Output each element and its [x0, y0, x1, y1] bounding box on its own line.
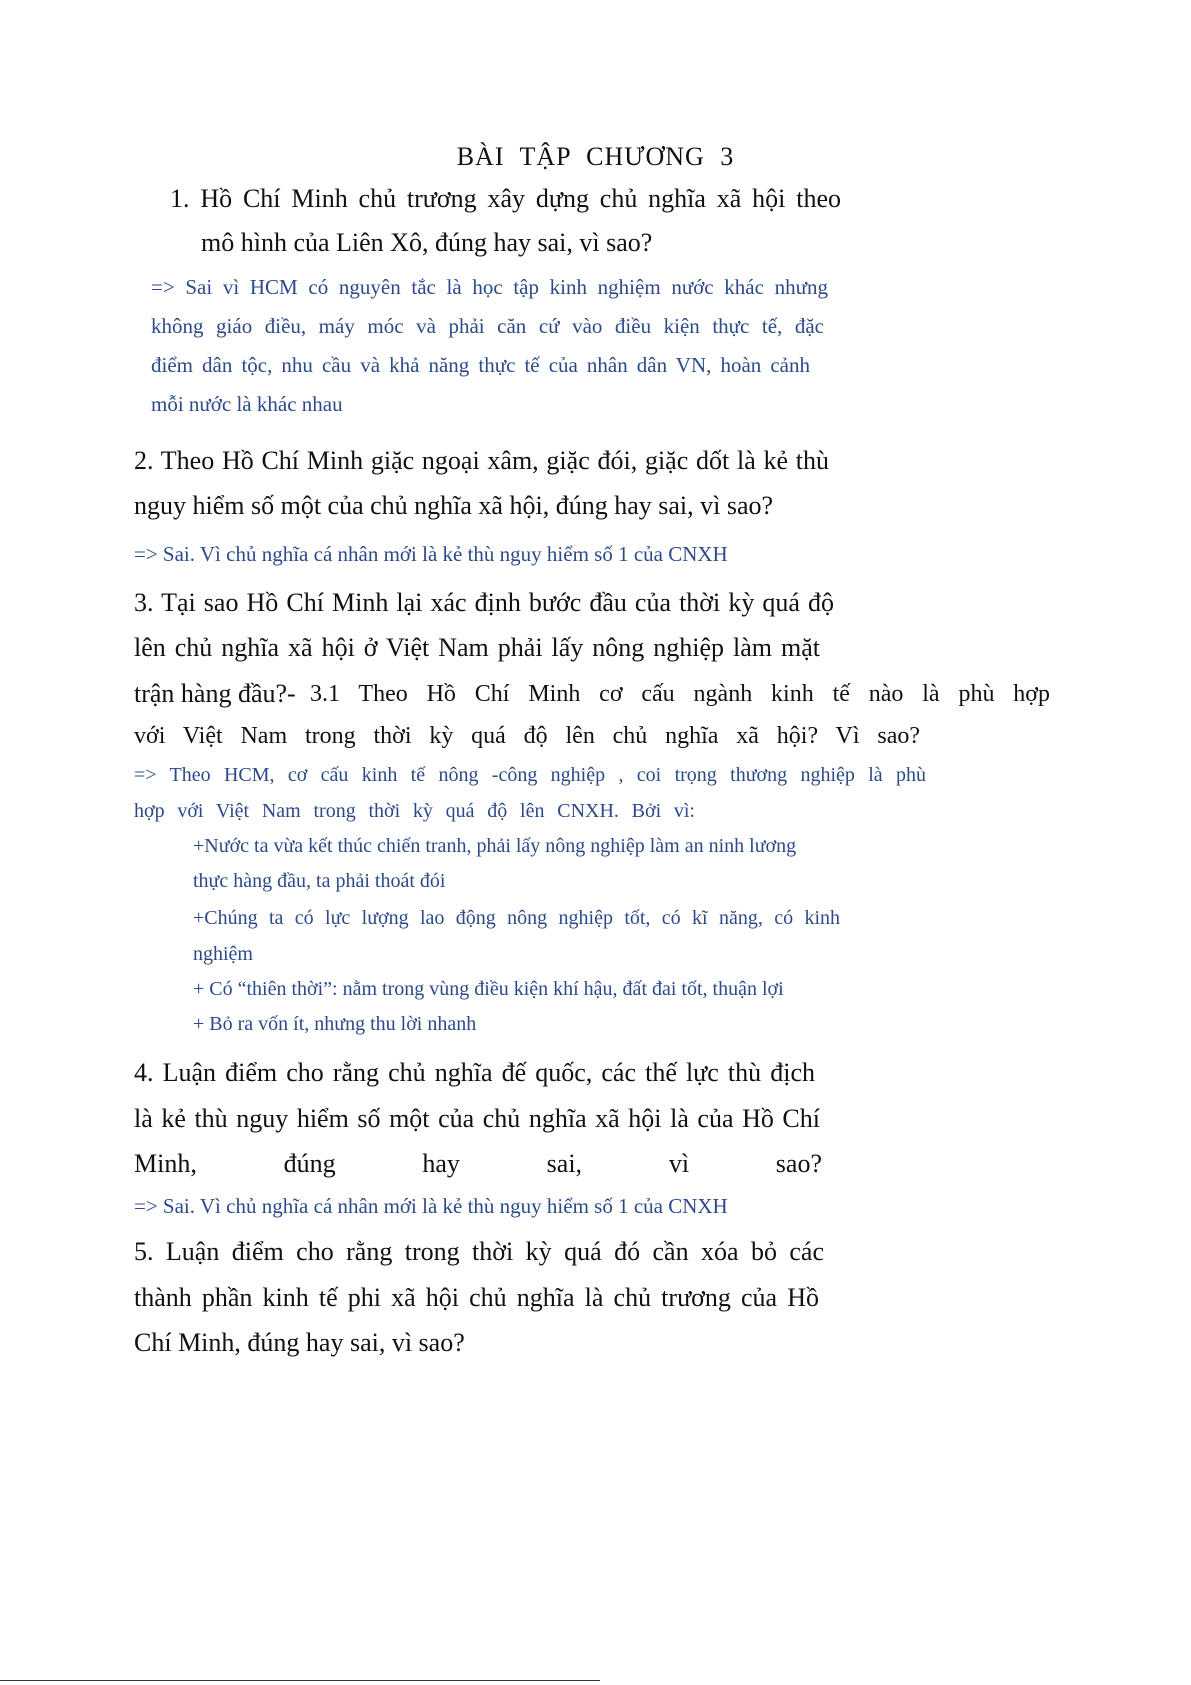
- answer-3-bullet-1-line-2: thực hàng đầu, ta phải thoát đói: [193, 870, 446, 892]
- question-1-line-1: 1. Hồ Chí Minh chủ trương xây dựng chủ nghĩa xã hội theo: [170, 184, 841, 213]
- footer-divider: [0, 1680, 600, 1681]
- answer-1-line-1: => Sai vì HCM có nguyên tắc là học tập kinh nghiệm nước khác nhưng: [151, 275, 828, 299]
- question-3-line-3a: trận hàng đầu?-: [134, 679, 296, 708]
- answer-2: => Sai. Vì chủ nghĩa cá nhân mới là kẻ thù nguy hiểm số 1 của CNXH: [134, 542, 728, 566]
- question-1-line-2: mô hình của Liên Xô, đúng hay sai, vì sao?: [201, 228, 653, 257]
- question-3-1-line-1: 3.1 Theo Hồ Chí Minh cơ cấu ngành kinh tế nào là phù hợp: [310, 681, 1050, 707]
- answer-1-line-2: không giáo điều, máy móc và phải căn cứ vào điều kiện thực tế, đặc: [151, 314, 824, 338]
- question-3-1-line-2: với Việt Nam trong thời kỳ quá độ lên chủ nghĩa xã hội? Vì sao?: [134, 723, 920, 749]
- answer-3-bullet-4: + Bỏ ra vốn ít, nhưng thu lời nhanh: [193, 1013, 477, 1035]
- page-title: BÀI TẬP CHƯƠNG 3: [456, 142, 735, 171]
- answer-1-line-3: điểm dân tộc, nhu cầu và khả năng thực tế của nhân dân VN, hoàn cảnh: [151, 353, 810, 377]
- answer-3-line-2: hợp với Việt Nam trong thời kỳ quá độ lên CNXH. Bởi vì:: [134, 800, 695, 822]
- question-3-line-2: lên chủ nghĩa xã hội ở Việt Nam phải lấy nông nghiệp làm mặt: [134, 633, 820, 662]
- answer-3-bullet-1-line-1: +Nước ta vừa kết thúc chiến tranh, phải lấy nông nghiệp làm an ninh lương: [193, 835, 797, 857]
- question-3-line-1: 3. Tại sao Hồ Chí Minh lại xác định bước đầu của thời kỳ quá độ: [134, 588, 834, 617]
- question-5-line-3: Chí Minh, đúng hay sai, vì sao?: [134, 1328, 465, 1357]
- question-4-line-2: là kẻ thù nguy hiểm số một của chủ nghĩa xã hội là của Hồ Chí: [134, 1104, 820, 1133]
- answer-3-bullet-2-line-2: nghiệm: [193, 943, 253, 965]
- question-4-line-1: 4. Luận điểm cho rằng chủ nghĩa đế quốc, các thế lực thù địch: [134, 1058, 815, 1087]
- answer-3-bullet-2-line-1: +Chúng ta có lực lượng lao động nông nghiệp tốt, có kĩ năng, có kinh: [193, 907, 840, 929]
- question-4-line-3: Minh, đúng hay sai, vì sao?: [134, 1149, 822, 1178]
- question-2-line-1: 2. Theo Hồ Chí Minh giặc ngoại xâm, giặc đói, giặc dốt là kẻ thù: [134, 446, 829, 475]
- answer-4: => Sai. Vì chủ nghĩa cá nhân mới là kẻ thù nguy hiểm số 1 của CNXH: [134, 1194, 728, 1218]
- answer-3-line-1: => Theo HCM, cơ cấu kinh tế nông -công nghiệp , coi trọng thương nghiệp là phù: [134, 764, 926, 786]
- answer-1-line-4: mỗi nước là khác nhau: [151, 392, 343, 416]
- question-5-line-2: thành phần kinh tế phi xã hội chủ nghĩa là chủ trương của Hồ: [134, 1283, 819, 1312]
- question-2-line-2: nguy hiểm số một của chủ nghĩa xã hội, đúng hay sai, vì sao?: [134, 491, 774, 520]
- question-5-line-1: 5. Luận điểm cho rằng trong thời kỳ quá đó cần xóa bỏ các: [134, 1237, 824, 1266]
- answer-3-bullet-3: + Có “thiên thời”: nằm trong vùng điều kiện khí hậu, đất đai tốt, thuận lợi: [193, 978, 784, 1000]
